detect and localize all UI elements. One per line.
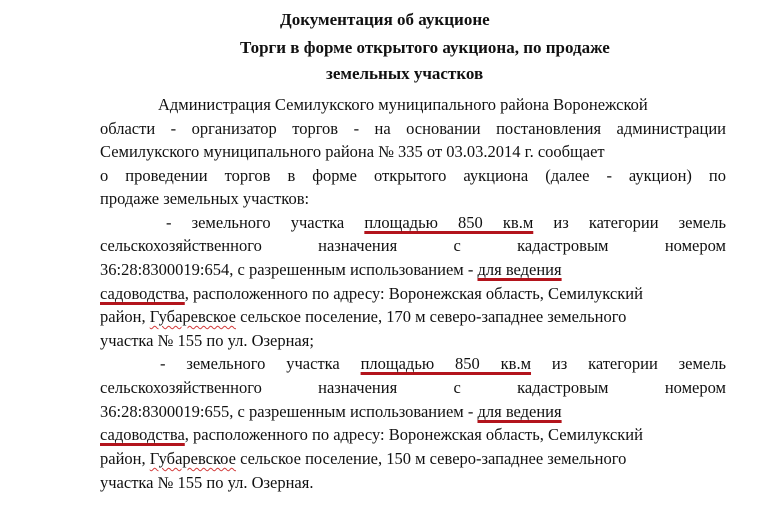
document-title: Документация об аукционе	[280, 10, 490, 29]
lot-line	[100, 448, 726, 470]
lot-word: кадастровым	[517, 236, 609, 255]
lot-area-highlight: площадью 850 кв.м	[364, 213, 534, 232]
lot-word: назначения	[318, 236, 398, 255]
lot-use-highlight: для ведения	[477, 402, 562, 421]
lot-line	[100, 306, 726, 328]
lot-text: , расположенного по адресу: Воронежская область, Семилукский	[184, 284, 643, 303]
lot-word: номером	[664, 236, 726, 255]
lot-word: номером	[664, 378, 726, 397]
lot-line	[100, 235, 726, 257]
document-subtitle-continued: земельных участков	[326, 64, 484, 83]
lot-text: из категории земель	[531, 354, 726, 373]
lot-word: сельскохозяйственного	[100, 236, 262, 255]
lot-text: район,	[100, 449, 150, 468]
spellcheck-word: Губаревское	[149, 307, 236, 326]
lot-word: с	[453, 378, 461, 397]
intro-line: области - организатор торгов - на основании постановления администрации	[100, 119, 726, 138]
lot-text: сельское поселение, 150 м северо-западнее земельного	[235, 449, 627, 468]
lot-line	[166, 212, 726, 234]
intro-line: Администрация Семилукского муниципального района Воронежской	[158, 95, 648, 114]
lot-text: - земельного участка	[160, 354, 361, 373]
lot-line	[100, 283, 726, 305]
lot-text: район,	[100, 307, 150, 326]
lot-line	[160, 353, 726, 375]
lot-word: с	[453, 236, 461, 255]
lot-text: , расположенного по адресу: Воронежская область, Семилукский	[184, 425, 643, 444]
lot-line: участка № 155 по ул. Озерная;	[100, 331, 314, 350]
lot-line	[100, 377, 726, 399]
lot-line	[100, 401, 726, 423]
lot-word: сельскохозяйственного	[100, 378, 262, 397]
lot-line	[100, 424, 726, 446]
lot-line: участка № 155 по ул. Озерная.	[100, 473, 314, 492]
lot-use-highlight: для ведения	[477, 260, 562, 279]
lot-text: 36:28:8300019:654, с разрешенным использованием -	[100, 260, 478, 279]
lot-line	[100, 259, 726, 281]
lot-use-highlight: садоводства	[100, 425, 185, 444]
spellcheck-word: Губаревское	[149, 449, 236, 468]
lot-use-highlight: садоводства	[100, 284, 185, 303]
lot-text: сельское поселение, 170 м северо-западнее земельного	[235, 307, 627, 326]
lot-text: из категории земель	[533, 213, 726, 232]
lot-text: 36:28:8300019:655, с разрешенным использованием -	[100, 402, 478, 421]
lot-word: назначения	[318, 378, 398, 397]
lot-word: кадастровым	[517, 378, 609, 397]
intro-line: Семилукского муниципального района № 335 от 03.03.2014 г. сообщает	[100, 142, 605, 161]
lot-text: - земельного участка	[166, 213, 365, 232]
document-subtitle: Торги в форме открытого аукциона, по продаже	[240, 38, 610, 57]
intro-line: о проведении торгов в форме открытого аукциона (далее - аукцион) по	[100, 166, 726, 185]
lot-area-highlight: площадью 850 кв.м	[360, 354, 532, 373]
intro-line: продаже земельных участков:	[100, 189, 310, 208]
